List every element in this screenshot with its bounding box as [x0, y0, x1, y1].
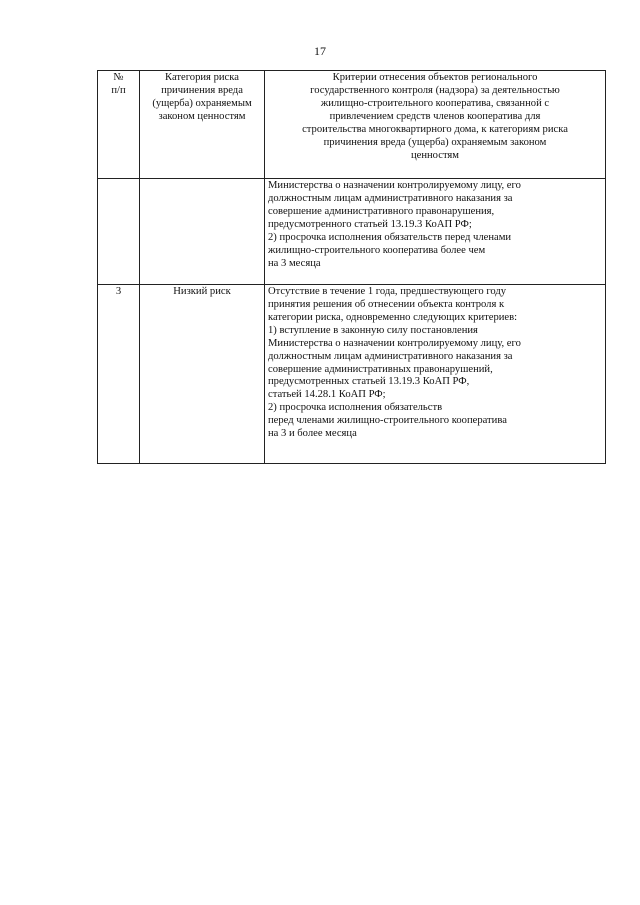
- header-criteria-line: государственного контроля (надзора) за деятельностью: [310, 84, 560, 96]
- header-criteria-line: привлечением средств членов кооператива для: [329, 110, 541, 122]
- header-category-line: причинения вреда: [161, 84, 243, 96]
- header-criteria-line: жилищно-строительного кооператива, связанной с: [320, 97, 550, 109]
- criteria-line: 2) просрочка исполнения обязательств перед членами: [268, 231, 512, 243]
- criteria-line: статьей 14.28.1 КоАП РФ;: [268, 389, 386, 401]
- table-row: [98, 179, 606, 285]
- criteria-line: принятия решения об отнесении объекта контроля к: [268, 298, 505, 310]
- criteria-line: должностным лицам административного наказания за: [268, 192, 513, 204]
- header-criteria: [265, 71, 606, 179]
- criteria-line: Отсутствие в течение 1 года, предшествующего году: [268, 286, 507, 297]
- criteria-line: предусмотренных статьей 13.19.3 КоАП РФ,: [268, 376, 470, 388]
- criteria-line: жилищно-строительного кооператива более чем: [268, 244, 486, 256]
- page-number: 17: [314, 44, 326, 58]
- table-header-row: [98, 71, 606, 179]
- criteria-line: совершение административных правонарушений,: [268, 363, 493, 375]
- header-category-line: Категория риска: [165, 72, 239, 83]
- criteria-line: Министерства о назначении контролируемому лицу, его: [268, 337, 521, 349]
- criteria-line: перед членами жилищно-строительного кооператива: [268, 415, 507, 427]
- criteria-line: 1) вступление в законную силу постановления: [268, 324, 478, 336]
- header-criteria-line: строительства многоквартирного дома, к категориям риска: [302, 123, 568, 135]
- row-criteria-cell: [265, 179, 606, 285]
- header-num-line: №: [113, 72, 124, 83]
- row-criteria-cell: [265, 285, 606, 464]
- header-category: [140, 71, 265, 179]
- criteria-line: категории риска, одновременно следующих критериев:: [268, 311, 518, 323]
- header-num: [98, 71, 140, 179]
- table-row: [98, 285, 606, 464]
- criteria-line: предусмотренного статьей 13.19.3 КоАП РФ;: [268, 218, 472, 230]
- criteria-line: совершение административного правонарушения,: [268, 205, 495, 217]
- row-category-cell: [140, 179, 265, 285]
- criteria-line: на 3 и более месяца: [268, 428, 357, 440]
- row-num-cell: [98, 179, 140, 285]
- criteria-line: должностным лицам административного наказания за: [268, 350, 513, 362]
- criteria-line: Министерства о назначении контролируемому лицу, его: [268, 180, 521, 191]
- header-num-line: п/п: [111, 84, 126, 96]
- header-category-line: законом ценностям: [158, 110, 246, 122]
- risk-criteria-table: [97, 70, 606, 464]
- criteria-line: на 3 месяца: [268, 257, 321, 269]
- header-criteria-line: Критерии отнесения объектов регионального: [332, 72, 538, 83]
- header-category-line: (ущерба) охраняемым: [152, 97, 252, 109]
- header-criteria-line: ценностям: [410, 149, 460, 161]
- row-category-cell: Низкий риск: [140, 285, 265, 464]
- row-num-cell: 3: [98, 285, 140, 464]
- criteria-line: 2) просрочка исполнения обязательств: [268, 402, 443, 414]
- header-criteria-line: причинения вреда (ущерба) охраняемым законом: [323, 136, 547, 148]
